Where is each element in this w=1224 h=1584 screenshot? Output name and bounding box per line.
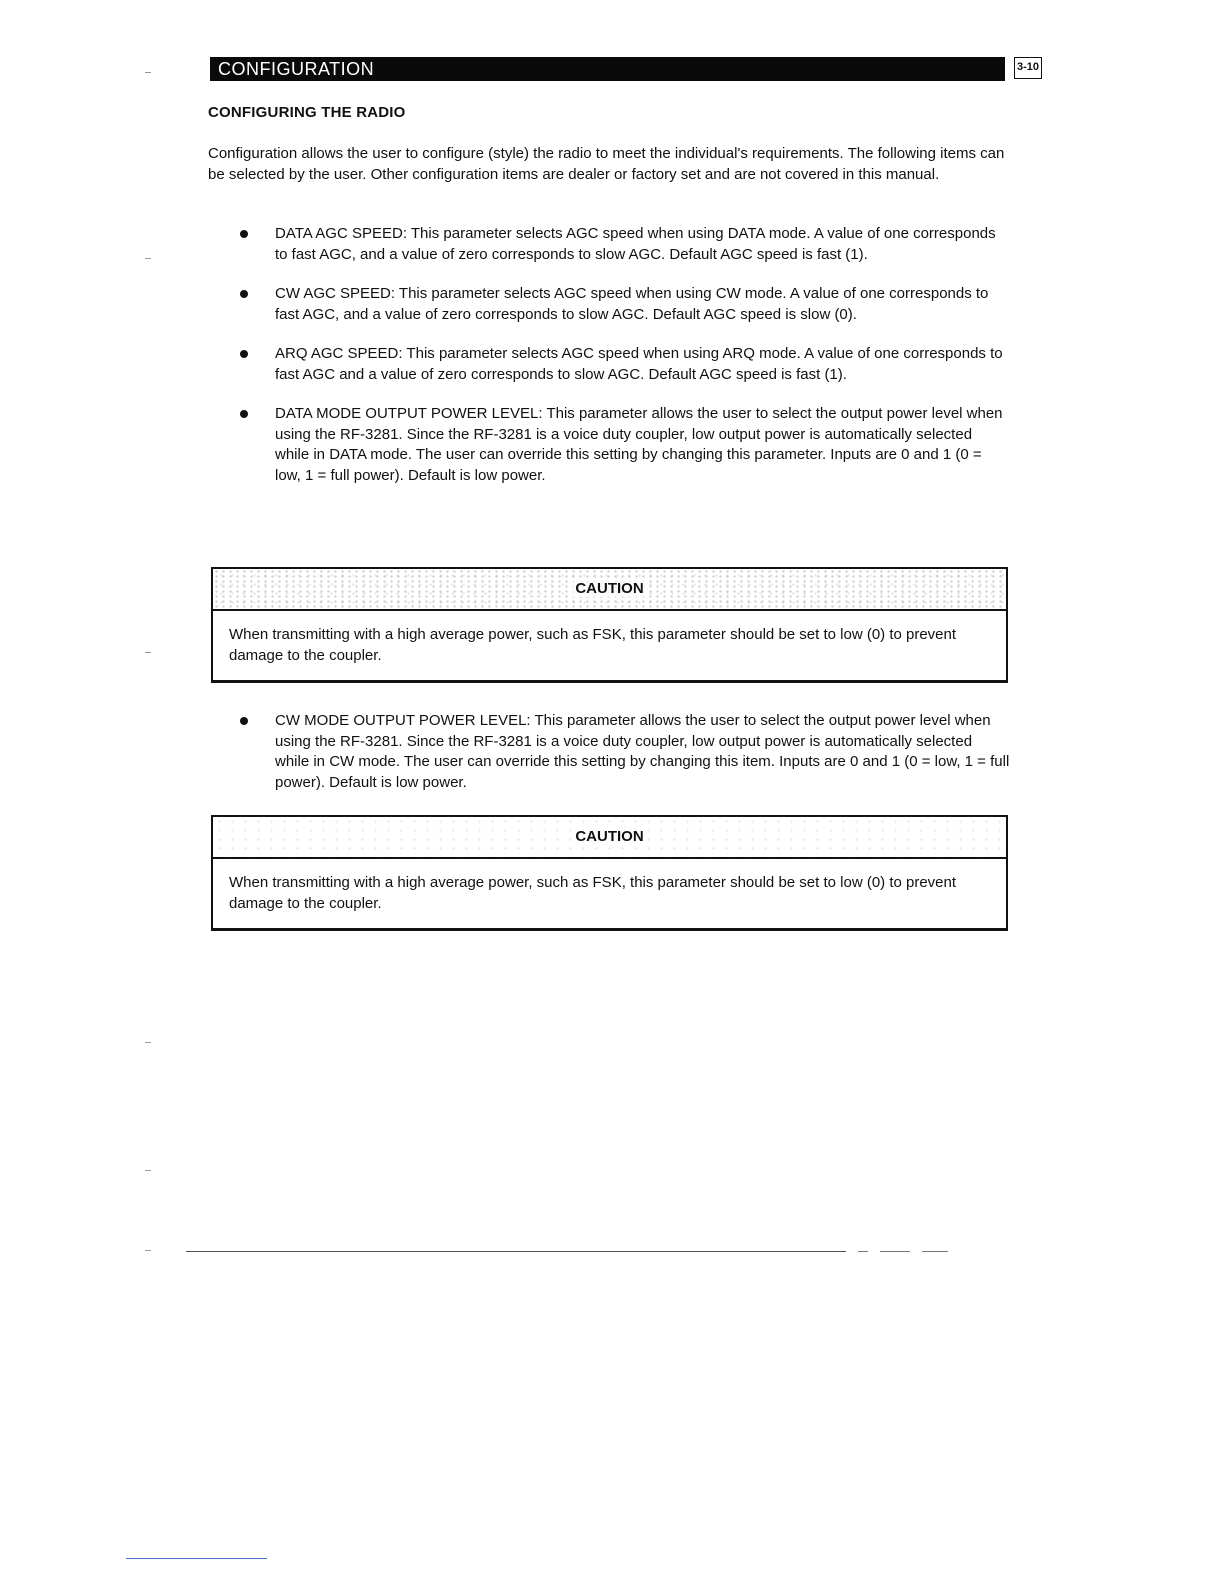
- footer-divider-dash: [858, 1251, 868, 1252]
- caution-title: CAUTION: [571, 828, 647, 845]
- list-item-text: DATA AGC SPEED: This parameter selects AGC speed when using DATA mode. A value of one corresponds to fast AGC, and a value of zero corresponds to slow AGC. Default AGC speed is fast (1).: [275, 225, 996, 263]
- list-item: [240, 404, 1010, 486]
- section-header-bar: [210, 57, 1005, 81]
- caution-box: [211, 815, 1008, 931]
- footer-divider-dash: [922, 1251, 948, 1252]
- list-item-text: CW AGC SPEED: This parameter selects AGC speed when using CW mode. A value of one corresponds to fast AGC, and a value of zero corresponds to slow AGC. Default AGC speed is slow (0).: [275, 285, 989, 323]
- list-item-text: CW MODE OUTPUT POWER LEVEL: This parameter allows the user to select the output power level when using the RF-3281. Since the RF-3281 is a voice duty coupler, low output power is automatically selected while in CW mode. The user can override this setting by changing this item. Inputs are 0 and 1 (0 = low, 1 = full power). Default is low power.: [275, 712, 1010, 791]
- bullet-icon: [240, 230, 248, 238]
- config-items-list-2: [240, 711, 1010, 812]
- margin-mark: [145, 72, 151, 73]
- caution-title: CAUTION: [571, 580, 647, 597]
- margin-mark: [145, 652, 151, 653]
- bullet-icon: [240, 410, 248, 418]
- caution-text: When transmitting with a high average power, such as FSK, this parameter should be set to low (0) to prevent damage to the coupler.: [229, 626, 957, 664]
- caution-header: [213, 817, 1006, 859]
- page-title: CONFIGURING THE RADIO: [208, 104, 406, 121]
- page-number: 3-10: [1014, 57, 1042, 79]
- config-items-list: [240, 224, 1010, 505]
- caution-box: [211, 567, 1008, 683]
- footer-divider-dash: [880, 1251, 910, 1252]
- list-item-text: DATA MODE OUTPUT POWER LEVEL: This parameter allows the user to select the output power level when using the RF-3281. Since the RF-3281 is a voice duty coupler, low output power is automatically selected while in DATA mode. The user can override this setting by changing this parameter. Inputs are 0 and 1 (0 = low, 1 = full power). Default is low power.: [275, 405, 1003, 484]
- section-header-title: CONFIGURATION: [218, 59, 375, 79]
- margin-mark: [145, 1170, 151, 1171]
- margin-mark: [145, 1042, 151, 1043]
- bottom-divider: [126, 1558, 267, 1559]
- footer-divider: [186, 1251, 846, 1252]
- list-item: [240, 284, 1010, 325]
- intro-paragraph: Configuration allows the user to configure (style) the radio to meet the individual's requirements. The following items can be selected by the user. Other configuration items are dealer or factory set and are not covered in this manual.: [208, 145, 1005, 183]
- list-item-text: ARQ AGC SPEED: This parameter selects AGC speed when using ARQ mode. A value of one corresponds to fast AGC and a value of zero corresponds to slow AGC. Default AGC speed is fast (1).: [275, 345, 1003, 383]
- list-item: [240, 224, 1010, 265]
- bullet-icon: [240, 350, 248, 358]
- bullet-icon: [240, 290, 248, 298]
- caution-header: [213, 569, 1006, 611]
- bullet-icon: [240, 717, 248, 725]
- list-item: [240, 344, 1010, 385]
- caution-text: When transmitting with a high average power, such as FSK, this parameter should be set to low (0) to prevent damage to the coupler.: [229, 874, 957, 912]
- margin-mark: [145, 258, 151, 259]
- list-item: [240, 711, 1010, 793]
- margin-mark: [145, 1250, 151, 1251]
